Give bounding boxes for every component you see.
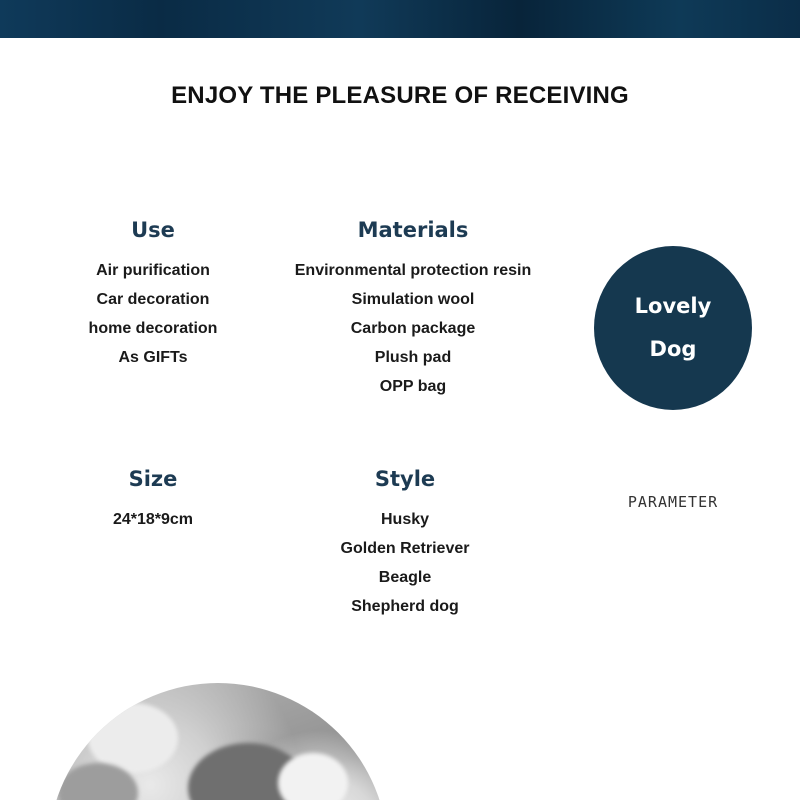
dog-photo — [48, 683, 388, 800]
list-item: Beagle — [378, 569, 432, 586]
list-item: Car decoration — [96, 291, 210, 308]
use-title: Use — [131, 218, 175, 242]
badge-line-1: Lovely — [634, 294, 712, 318]
size-title: Size — [128, 467, 178, 491]
list-item: 24*18*9cm — [112, 511, 194, 528]
list-item: Environmental protection resin — [294, 262, 532, 279]
top-banner — [0, 0, 800, 38]
fur-highlight — [278, 753, 348, 800]
list-item: Golden Retriever — [340, 540, 470, 557]
list-item: Simulation wool — [351, 291, 475, 308]
materials-title: Materials — [357, 218, 469, 242]
list-item: Husky — [380, 511, 430, 528]
list-item: Shepherd dog — [351, 598, 459, 615]
headline: ENJOY THE PLEASURE OF RECEIVING — [171, 82, 629, 109]
style-list — [305, 505, 505, 621]
list-item: As GIFTs — [118, 349, 188, 366]
lovely-dog-badge — [594, 246, 752, 410]
list-item: OPP bag — [379, 378, 447, 395]
parameter-label: PARAMETER — [627, 493, 719, 511]
materials-list — [263, 256, 563, 401]
style-title: Style — [374, 467, 436, 491]
list-item: Carbon package — [350, 320, 476, 337]
size-list — [53, 505, 253, 534]
list-item: Air purification — [96, 262, 210, 279]
list-item: home decoration — [88, 320, 218, 337]
badge-line-2: Dog — [649, 337, 697, 361]
use-list — [53, 256, 253, 372]
list-item: Plush pad — [374, 349, 452, 366]
